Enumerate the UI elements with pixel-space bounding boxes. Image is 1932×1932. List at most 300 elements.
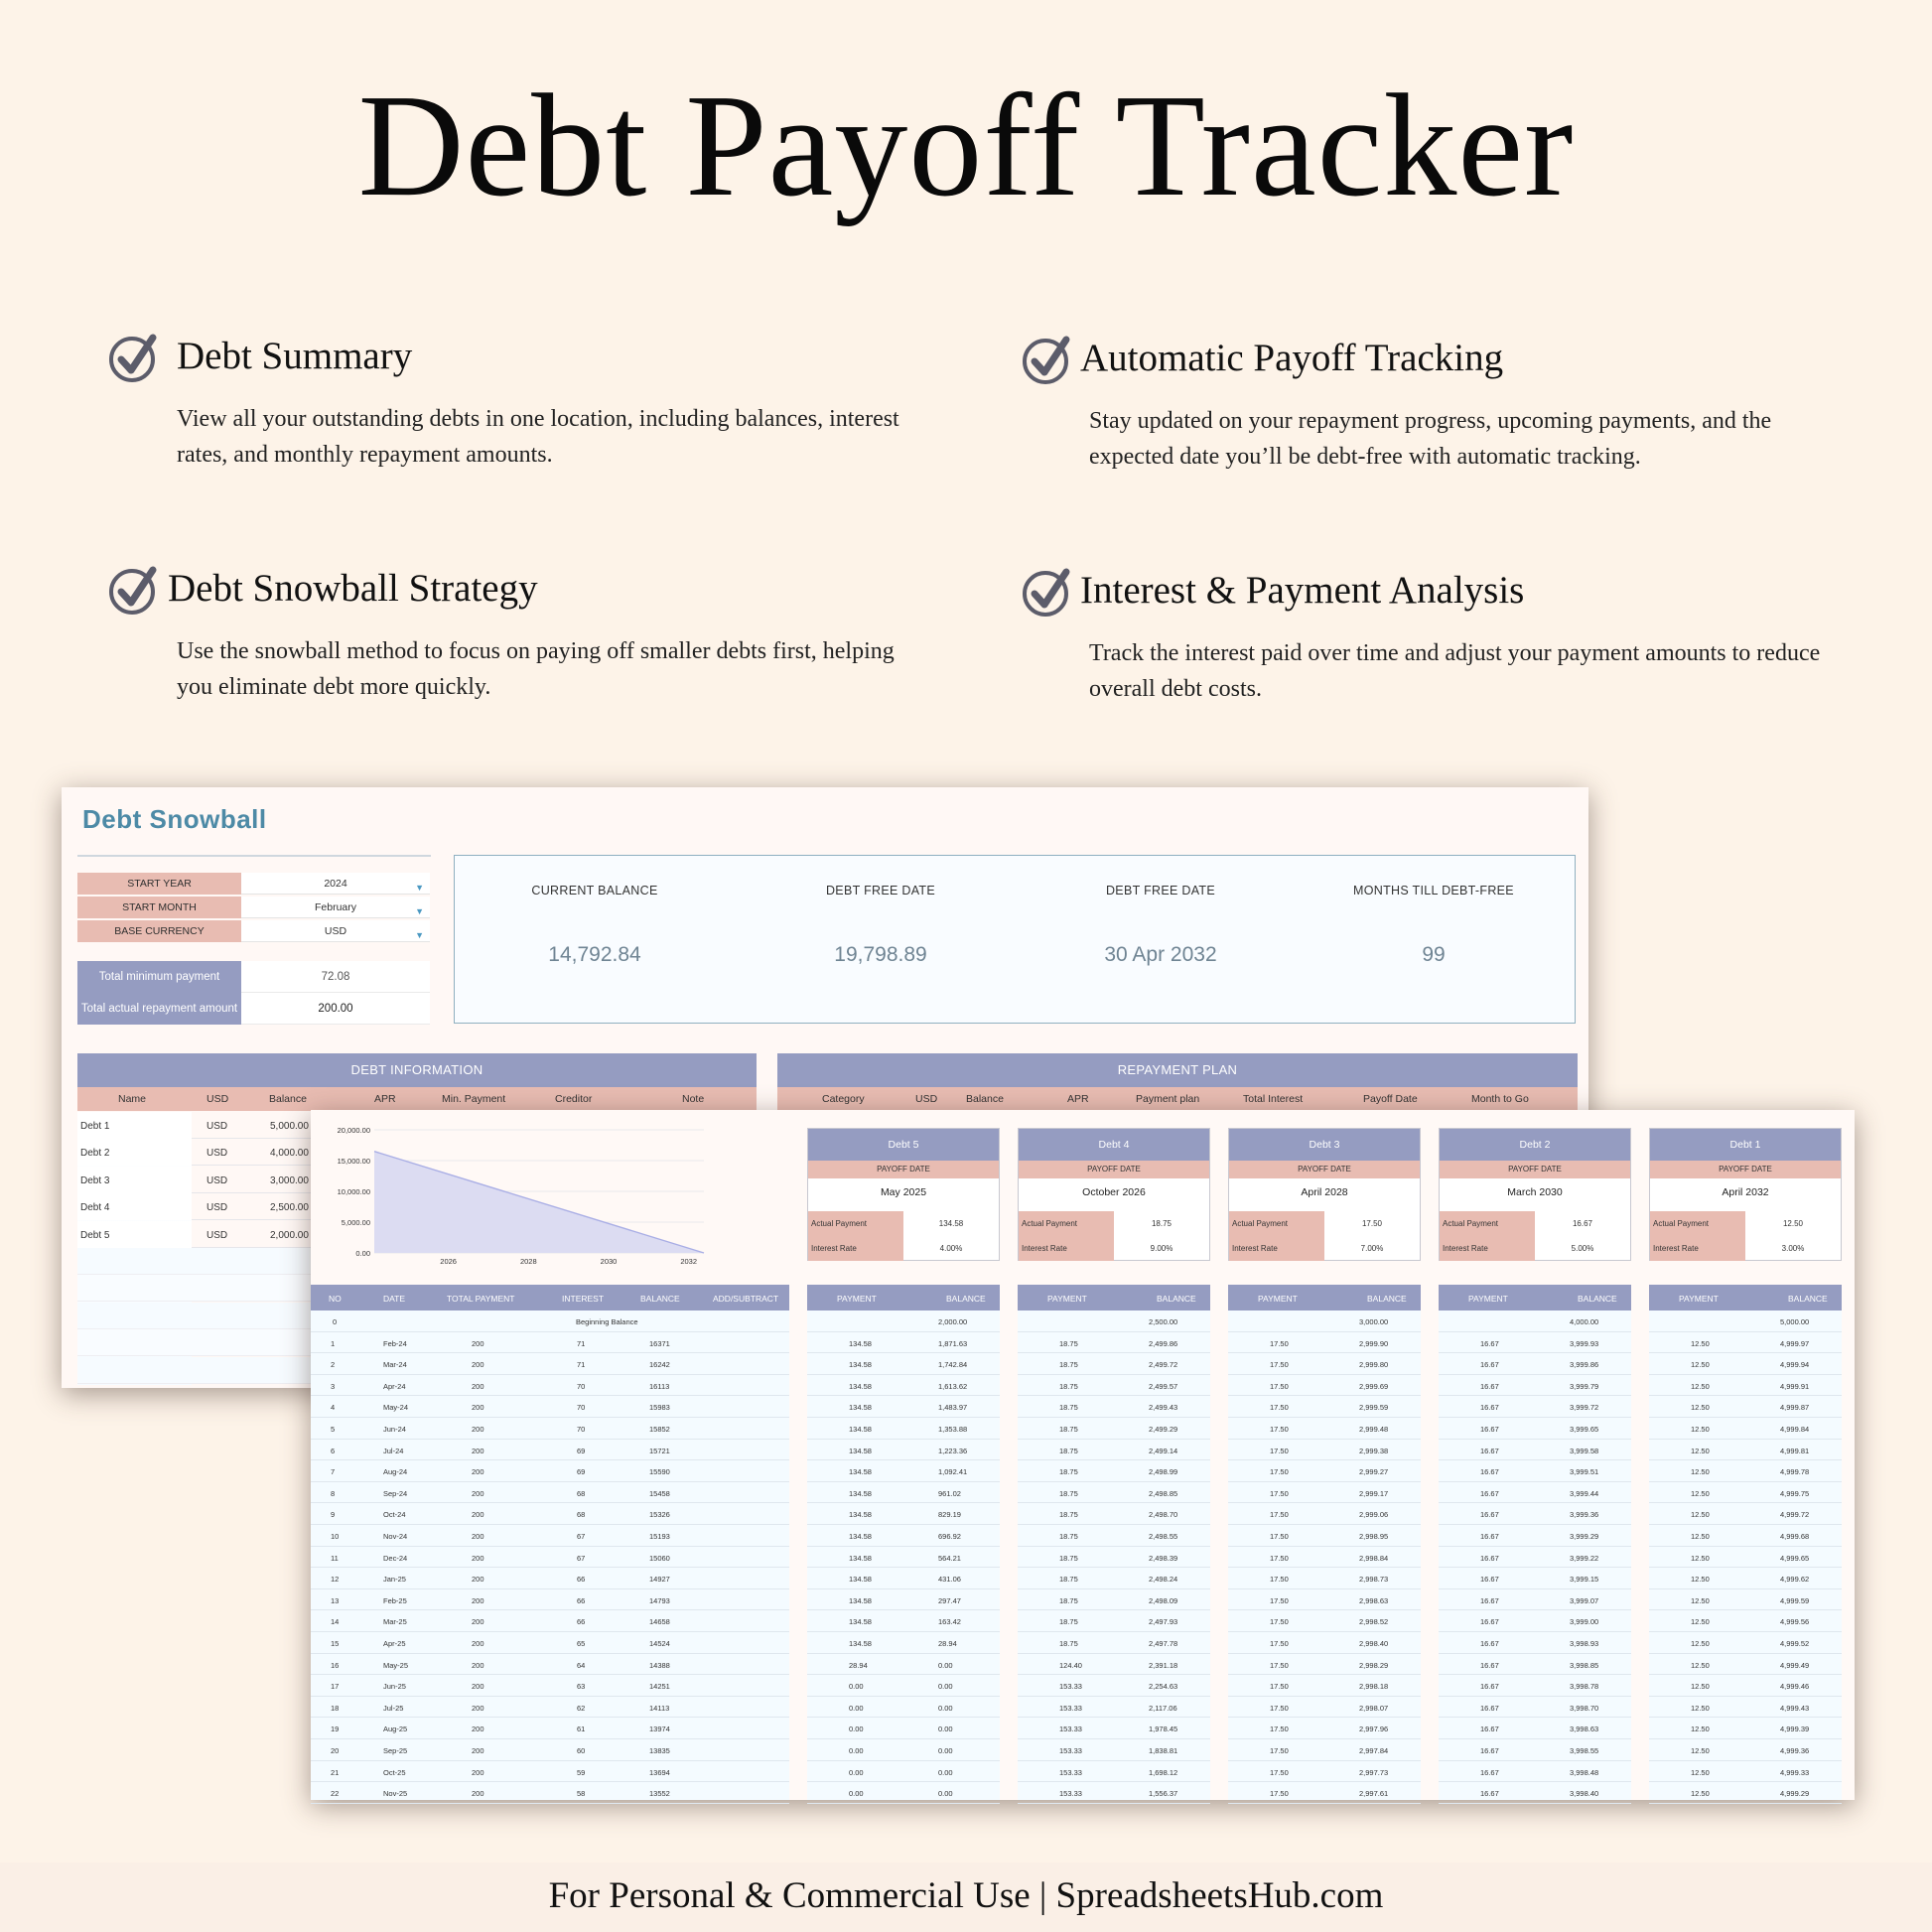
debt-table-header [1439, 1285, 1631, 1311]
table-row [807, 1440, 1000, 1461]
row-payment: 16.67 [1480, 1467, 1499, 1477]
kpi-value: 99 [1422, 943, 1446, 966]
row-balance: 2,997.73 [1359, 1767, 1389, 1777]
row-payment: 18.75 [1059, 1446, 1078, 1455]
row-balance: 15060 [649, 1553, 670, 1563]
table-row [1649, 1396, 1842, 1418]
row-payment: 0.00 [849, 1789, 864, 1799]
kpi-label: MONTHS TILL DEBT-FREE [1353, 884, 1514, 897]
interest-rate-label: Interest Rate [1229, 1236, 1324, 1261]
table-row [1228, 1525, 1421, 1547]
row-payment: 12.50 [1691, 1789, 1710, 1799]
row-payment: 134.58 [849, 1510, 872, 1520]
row-total-payment: 200 [472, 1425, 484, 1434]
dropdown-arrow-icon[interactable]: ▼ [415, 883, 424, 893]
row-payment: 12.50 [1691, 1660, 1710, 1670]
debt-table-header [1228, 1285, 1421, 1311]
row-balance: 15326 [649, 1510, 670, 1520]
card-title: Debt 4 [1019, 1129, 1209, 1161]
row-payment: 16.67 [1480, 1617, 1499, 1627]
debt-name: Debt 4 [80, 1202, 110, 1214]
column-header: USD [207, 1093, 229, 1105]
table-row [1649, 1675, 1842, 1697]
row-balance: 4,999.91 [1780, 1381, 1810, 1391]
row-balance: 1,742.84 [938, 1360, 968, 1370]
row-payment: 12.50 [1691, 1767, 1710, 1777]
table-row [311, 1718, 789, 1739]
row-balance: 1,223.36 [938, 1446, 968, 1455]
interest-rate-value: 4.00% [939, 1244, 963, 1253]
row-payment: 17.50 [1270, 1746, 1289, 1755]
row-balance: 2,499.57 [1149, 1381, 1178, 1391]
table-row [1439, 1332, 1631, 1354]
table-row [311, 1782, 789, 1804]
row-payment: 17.50 [1270, 1510, 1289, 1520]
row-balance: 14658 [649, 1617, 670, 1627]
row-number: 9 [331, 1510, 336, 1520]
debt-card [1018, 1128, 1210, 1261]
table-row [807, 1332, 1000, 1354]
row-balance: 4,999.84 [1780, 1425, 1810, 1434]
row-payment: 17.50 [1270, 1381, 1289, 1391]
debt-balance: 4,000.00 [270, 1148, 309, 1160]
table-row [1228, 1632, 1421, 1654]
table-row [807, 1654, 1000, 1676]
table-row [1228, 1418, 1421, 1440]
starting-balance: 2,500.00 [1149, 1317, 1178, 1326]
row-number: 12 [331, 1575, 340, 1585]
row-number: 18 [331, 1703, 340, 1713]
column-header: BALANCE [1157, 1294, 1196, 1304]
check-circle-icon [1021, 564, 1076, 620]
row-payment: 134.58 [849, 1639, 872, 1648]
row-date: Jun-24 [383, 1425, 406, 1434]
base-currency-select[interactable] [241, 920, 430, 942]
row-balance: 2,498.85 [1149, 1488, 1178, 1498]
table-row [1439, 1460, 1631, 1482]
table-row [1649, 1697, 1842, 1719]
row-balance: 4,999.29 [1780, 1789, 1810, 1799]
table-row [1228, 1782, 1421, 1804]
row-balance: 16113 [649, 1381, 670, 1391]
row-balance: 3,999.51 [1570, 1467, 1599, 1477]
kpi-debt-free-amount [741, 856, 1021, 1025]
table-row [1228, 1375, 1421, 1397]
table-row [1018, 1675, 1210, 1697]
row-balance: 2,998.95 [1359, 1532, 1389, 1541]
row-balance: 3,999.29 [1570, 1532, 1599, 1541]
table-row [1649, 1525, 1842, 1547]
row-balance: 829.19 [938, 1510, 961, 1520]
table-row [1018, 1460, 1210, 1482]
row-number: 22 [331, 1789, 340, 1799]
table-row [1018, 1440, 1210, 1461]
actual-repayment-input[interactable]: 200.00 [241, 993, 430, 1025]
start-month-select[interactable] [241, 897, 430, 918]
row-balance: 4,999.78 [1780, 1467, 1810, 1477]
row-payment: 12.50 [1691, 1575, 1710, 1585]
row-interest: 67 [577, 1532, 586, 1541]
row-balance: 4,999.87 [1780, 1403, 1810, 1413]
table-row [1649, 1332, 1842, 1354]
row-interest: 69 [577, 1446, 586, 1455]
row-payment: 134.58 [849, 1488, 872, 1498]
table-row [311, 1396, 789, 1418]
row-payment: 12.50 [1691, 1532, 1710, 1541]
debt-name: Debt 3 [80, 1174, 110, 1186]
row-total-payment: 200 [472, 1617, 484, 1627]
row-balance: 1,871.63 [938, 1338, 968, 1348]
column-header: Total Interest [1243, 1093, 1304, 1105]
row-number: 17 [331, 1682, 340, 1692]
row-payment: 18.75 [1059, 1425, 1078, 1434]
table-row [311, 1375, 789, 1397]
debt-table-header [1649, 1285, 1842, 1311]
card-title: Debt 3 [1229, 1129, 1420, 1161]
row-payment: 16.67 [1480, 1360, 1499, 1370]
row-payment: 12.50 [1691, 1617, 1710, 1627]
row-number: 16 [331, 1660, 340, 1670]
interest-rate-label: Interest Rate [808, 1236, 903, 1261]
row-payment: 0.00 [849, 1682, 864, 1692]
row-date: Feb-25 [383, 1595, 407, 1605]
row-balance: 16242 [649, 1360, 670, 1370]
kpi-debt-free-date [1021, 856, 1301, 1025]
row-balance: 2,497.78 [1149, 1639, 1178, 1648]
row-payment: 134.58 [849, 1446, 872, 1455]
table-row [1228, 1503, 1421, 1525]
actual-payment-value: 134.58 [938, 1219, 964, 1228]
table-row [1228, 1460, 1421, 1482]
dropdown-arrow-icon[interactable]: ▼ [415, 930, 424, 940]
card-title: Debt 5 [808, 1129, 999, 1161]
row-date: Jan-25 [383, 1575, 406, 1585]
row-payment: 12.50 [1691, 1703, 1710, 1713]
table-row [1018, 1782, 1210, 1804]
row-balance: 163.42 [938, 1617, 961, 1627]
x-tick-label: 2032 [680, 1257, 698, 1266]
row-balance: 3,999.86 [1570, 1360, 1599, 1370]
row-balance: 3,998.55 [1570, 1746, 1599, 1755]
feature-heading: Automatic Payoff Tracking [1080, 337, 1504, 379]
row-payment: 0.00 [849, 1746, 864, 1755]
table-row [311, 1632, 789, 1654]
table-row [807, 1568, 1000, 1589]
table-row [1439, 1418, 1631, 1440]
row-balance: 2,499.86 [1149, 1338, 1178, 1348]
table-row [807, 1761, 1000, 1783]
row-balance: 3,999.79 [1570, 1381, 1599, 1391]
row-number: 19 [331, 1725, 340, 1734]
table-row [311, 1568, 789, 1589]
row-date: Feb-24 [383, 1338, 407, 1348]
payoff-date: May 2025 [880, 1186, 927, 1198]
table-row [1439, 1353, 1631, 1375]
row-number: 11 [331, 1553, 339, 1563]
row-interest: 71 [577, 1338, 586, 1348]
table-row [1649, 1739, 1842, 1761]
row-total-payment: 200 [472, 1532, 484, 1541]
row-balance: 4,999.94 [1780, 1360, 1810, 1370]
column-header: PAYMENT [1047, 1294, 1087, 1304]
payoff-date: April 2032 [1722, 1186, 1769, 1198]
debt-card [1439, 1128, 1631, 1261]
row-payment: 153.33 [1059, 1703, 1082, 1713]
row-payment: 16.67 [1480, 1575, 1499, 1585]
row-payment: 12.50 [1691, 1553, 1710, 1563]
table-row [311, 1675, 789, 1697]
repayment-plan-header: REPAYMENT PLAN [777, 1053, 1578, 1087]
row-balance: 3,998.48 [1570, 1767, 1599, 1777]
interest-rate-value: 7.00% [1360, 1244, 1384, 1253]
table-row [1439, 1718, 1631, 1739]
y-tick-label: 10,000.00 [337, 1187, 370, 1196]
row-balance: 1,978.45 [1149, 1725, 1178, 1734]
table-row [1018, 1589, 1210, 1611]
table-row [807, 1610, 1000, 1632]
payoff-label: PAYOFF DATE [1650, 1161, 1841, 1178]
table-row [807, 1718, 1000, 1739]
row-balance: 3,999.07 [1570, 1595, 1599, 1605]
table-row [1649, 1589, 1842, 1611]
debt-information-columns [77, 1087, 757, 1111]
row-balance: 2,499.43 [1149, 1403, 1178, 1413]
card-title: Debt 1 [1650, 1129, 1841, 1161]
row-payment: 12.50 [1691, 1488, 1710, 1498]
y-tick-label: 0.00 [355, 1249, 370, 1258]
row-interest: 63 [577, 1682, 586, 1692]
row-payment: 18.75 [1059, 1338, 1078, 1348]
debt-card [1649, 1128, 1842, 1261]
row-balance: 15852 [649, 1425, 670, 1434]
table-row [807, 1396, 1000, 1418]
table-row [807, 1482, 1000, 1504]
footer-text: For Personal & Commercial Use | SpreadsheetsHub.com [548, 1875, 1384, 1916]
row-balance: 0.00 [938, 1660, 953, 1670]
row-balance: 3,999.15 [1570, 1575, 1599, 1585]
table-row [1228, 1654, 1421, 1676]
row-interest: 66 [577, 1617, 586, 1627]
row-interest: 71 [577, 1360, 586, 1370]
column-header: Balance [269, 1093, 307, 1105]
row-payment: 18.75 [1059, 1403, 1078, 1413]
row-payment: 18.75 [1059, 1467, 1078, 1477]
row-total-payment: 200 [472, 1682, 484, 1692]
row-balance: 4,999.72 [1780, 1510, 1810, 1520]
row-date: Sep-25 [383, 1746, 408, 1755]
row-total-payment: 200 [472, 1403, 484, 1413]
table-row [1649, 1718, 1842, 1739]
row-balance: 0.00 [938, 1767, 953, 1777]
row-payment: 17.50 [1270, 1488, 1289, 1498]
table-row [1649, 1610, 1842, 1632]
row-balance: 0.00 [938, 1682, 953, 1692]
row-balance: 4,999.97 [1780, 1338, 1810, 1348]
row-balance: 2,999.17 [1359, 1488, 1389, 1498]
title-divider [77, 855, 431, 857]
row-payment: 12.50 [1691, 1682, 1710, 1692]
table-row [1439, 1697, 1631, 1719]
kpi-panel [454, 855, 1576, 1024]
row-payment: 16.67 [1480, 1488, 1499, 1498]
row-balance: 15193 [649, 1532, 670, 1541]
row-number: 8 [331, 1488, 336, 1498]
table-row [1018, 1503, 1210, 1525]
row-total-payment: 200 [472, 1467, 484, 1477]
dropdown-arrow-icon[interactable]: ▼ [415, 906, 424, 916]
table-row [1649, 1418, 1842, 1440]
actual-payment-label: Actual Payment [1229, 1211, 1324, 1236]
table-row [1649, 1761, 1842, 1783]
row-total-payment: 200 [472, 1338, 484, 1348]
row-balance: 2,997.61 [1359, 1789, 1389, 1799]
row-number: 10 [331, 1532, 340, 1541]
row-payment: 124.40 [1059, 1660, 1082, 1670]
row-balance: 13835 [649, 1746, 670, 1755]
column-header: Month to Go [1471, 1093, 1529, 1105]
row-balance: 2,497.93 [1149, 1617, 1178, 1627]
row-total-payment: 200 [472, 1575, 484, 1585]
column-header: BALANCE [946, 1294, 986, 1304]
row-balance: 4,999.33 [1780, 1767, 1810, 1777]
row-payment: 16.67 [1480, 1682, 1499, 1692]
row-payment: 16.67 [1480, 1425, 1499, 1434]
setting-value: February [314, 901, 356, 913]
table-row [1228, 1332, 1421, 1354]
row-date: Mar-24 [383, 1360, 407, 1370]
row-balance: 3,998.40 [1570, 1789, 1599, 1799]
table-row [1439, 1610, 1631, 1632]
row-number: 6 [331, 1446, 336, 1455]
x-tick-label: 2028 [519, 1257, 537, 1266]
row-interest: 58 [577, 1789, 586, 1799]
row-date: Aug-25 [383, 1725, 408, 1734]
repayment-plan-columns [777, 1087, 1578, 1111]
row-payment: 134.58 [849, 1532, 872, 1541]
row-balance: 3,998.70 [1570, 1703, 1599, 1713]
row-total-payment: 200 [472, 1553, 484, 1563]
row-number: 2 [331, 1360, 336, 1370]
row-payment: 12.50 [1691, 1746, 1710, 1755]
row-interest: 59 [577, 1767, 586, 1777]
row-interest: 70 [577, 1381, 586, 1391]
row-payment: 12.50 [1691, 1338, 1710, 1348]
row-date: May-24 [383, 1403, 409, 1413]
table-row [1439, 1739, 1631, 1761]
row-balance: 2,998.52 [1359, 1617, 1389, 1627]
column-header: PAYMENT [1468, 1294, 1508, 1304]
row-balance: 2,254.63 [1149, 1682, 1178, 1692]
row-balance: 4,999.62 [1780, 1575, 1810, 1585]
row-balance: 4,999.49 [1780, 1660, 1810, 1670]
row-balance: 14927 [649, 1575, 670, 1585]
row-payment: 17.50 [1270, 1595, 1289, 1605]
row-balance: 3,999.00 [1570, 1617, 1599, 1627]
row-balance: 28.94 [938, 1639, 957, 1648]
debt-currency: USD [207, 1202, 228, 1214]
row-balance: 3,999.65 [1570, 1425, 1599, 1434]
column-header: BALANCE [640, 1294, 680, 1304]
row-interest: 62 [577, 1703, 586, 1713]
row-payment: 16.67 [1480, 1403, 1499, 1413]
row-balance: 2,999.69 [1359, 1381, 1389, 1391]
row-balance: 1,556.37 [1149, 1789, 1178, 1799]
table-row [1649, 1503, 1842, 1525]
column-header: Min. Payment [442, 1093, 506, 1105]
row-date: Mar-25 [383, 1617, 407, 1627]
starting-balance: 5,000.00 [1780, 1317, 1810, 1326]
column-header: BALANCE [1367, 1294, 1407, 1304]
row-date: Nov-25 [383, 1789, 408, 1799]
table-row [1649, 1311, 1842, 1332]
row-balance: 2,498.09 [1149, 1595, 1178, 1605]
start-year-select[interactable] [241, 873, 430, 895]
table-row [807, 1311, 1000, 1332]
debt-balance: 5,000.00 [270, 1121, 309, 1132]
setting-value: USD [324, 925, 347, 937]
payment-schedule-sheet [311, 1110, 1855, 1800]
payoff-label: PAYOFF DATE [1229, 1161, 1420, 1178]
debt-table-header [1018, 1285, 1210, 1311]
table-row [311, 1739, 789, 1761]
row-interest: 66 [577, 1575, 586, 1585]
table-row [311, 1697, 789, 1719]
row-interest: 60 [577, 1746, 586, 1755]
table-row [1228, 1697, 1421, 1719]
debt-balance: 2,000.00 [270, 1229, 309, 1241]
row-interest: 69 [577, 1467, 586, 1477]
debt-name: Debt 1 [80, 1121, 110, 1132]
row-balance: 2,998.29 [1359, 1660, 1389, 1670]
row-balance: 4,999.68 [1780, 1532, 1810, 1541]
table-row [1228, 1718, 1421, 1739]
table-row [311, 1761, 789, 1783]
row-balance: 4,999.36 [1780, 1746, 1810, 1755]
row-balance: 3,999.58 [1570, 1446, 1599, 1455]
row-total-payment: 200 [472, 1789, 484, 1799]
row-payment: 134.58 [849, 1425, 872, 1434]
check-circle-icon [1021, 332, 1076, 387]
row-balance: 3,999.72 [1570, 1403, 1599, 1413]
x-tick-label: 2026 [440, 1257, 457, 1266]
row-payment: 134.58 [849, 1403, 872, 1413]
row-balance: 2,999.90 [1359, 1338, 1389, 1348]
column-header: Category [822, 1093, 865, 1105]
payoff-label: PAYOFF DATE [1440, 1161, 1630, 1178]
row-payment: 17.50 [1270, 1767, 1289, 1777]
row-payment: 18.75 [1059, 1532, 1078, 1541]
row-payment: 153.33 [1059, 1767, 1082, 1777]
column-header: BALANCE [1788, 1294, 1828, 1304]
row-payment: 18.75 [1059, 1488, 1078, 1498]
y-tick-label: 5,000.00 [341, 1218, 370, 1227]
row-payment: 16.67 [1480, 1725, 1499, 1734]
table-row [1228, 1675, 1421, 1697]
kpi-value: 19,798.89 [834, 943, 927, 966]
row-date: Jul-24 [383, 1446, 404, 1455]
row-balance: 14251 [649, 1682, 670, 1692]
row-payment: 16.67 [1480, 1338, 1499, 1348]
table-row [1228, 1547, 1421, 1569]
row-interest: 66 [577, 1595, 586, 1605]
kpi-value: 30 Apr 2032 [1104, 943, 1217, 966]
feature-heading: Debt Summary [177, 335, 413, 377]
row-balance: 4,999.75 [1780, 1488, 1810, 1498]
row-balance: 2,998.40 [1359, 1639, 1389, 1648]
debt-information-header: DEBT INFORMATION [77, 1053, 757, 1087]
table-row [1018, 1332, 1210, 1354]
row-date: May-25 [383, 1660, 409, 1670]
